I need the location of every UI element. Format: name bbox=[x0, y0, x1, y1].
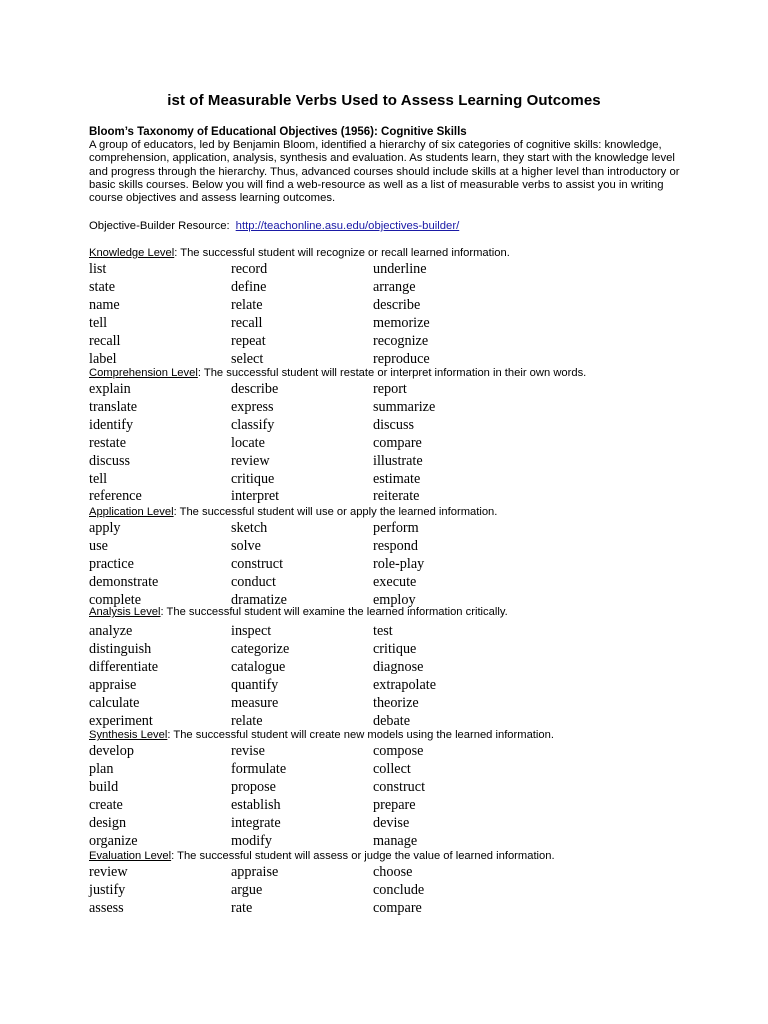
verb-word: use bbox=[89, 537, 108, 554]
verb-word: locate bbox=[231, 434, 265, 451]
verb-word: name bbox=[89, 296, 120, 313]
level-name: Synthesis Level bbox=[89, 729, 168, 741]
verb-word: sketch bbox=[231, 520, 268, 536]
verb-word: catalogue bbox=[231, 658, 286, 675]
verb-word: demonstrate bbox=[89, 573, 159, 590]
verb-row bbox=[0, 882, 768, 900]
verb-word: measure bbox=[231, 694, 279, 711]
verb-word: construct bbox=[231, 555, 284, 572]
verb-row bbox=[0, 351, 768, 369]
level-description-text: : The successful student will restate or interpret information in their own words. bbox=[197, 367, 587, 379]
verb-row bbox=[0, 453, 768, 471]
verb-word: propose bbox=[231, 778, 276, 795]
level-name: Evaluation Level bbox=[89, 850, 172, 862]
level-name: Comprehension Level bbox=[89, 367, 198, 379]
verb-word: construct bbox=[373, 778, 426, 795]
verb-word: categorize bbox=[231, 640, 290, 657]
verb-word: devise bbox=[373, 814, 410, 831]
verb-word: differentiate bbox=[89, 658, 159, 675]
verb-word: classify bbox=[231, 416, 275, 433]
verb-word: practice bbox=[89, 555, 134, 572]
page-title: ist of Measurable Verbs Used to Assess Learning Outcomes bbox=[167, 92, 601, 109]
level-description-text: : The successful student will use or apply the learned information. bbox=[173, 506, 498, 518]
verb-word: restate bbox=[89, 434, 127, 451]
intro-paragraph: A group of educators, led by Benjamin Bloom, identified a hierarchy of six categories of cognitive skills: knowledge, comprehension, application, analysis, synthesis and evaluation. As students learn, they start with the knowledge level and progress through the hierarchy. Thus, advanced courses should include skills at a higher level than introductory or basic skills courses. Below you will find a web-resource as well as a list of measurable verbs to assist you in writing course objectives and assess learning outcomes. bbox=[89, 139, 680, 205]
verb-word: role-play bbox=[373, 555, 425, 572]
verb-word: quantify bbox=[231, 676, 279, 693]
verb-row bbox=[0, 677, 768, 695]
verb-word: reiterate bbox=[373, 488, 420, 505]
verb-word: record bbox=[231, 261, 268, 277]
verb-row bbox=[0, 471, 768, 489]
verb-word: discuss bbox=[89, 452, 130, 469]
verb-row bbox=[0, 556, 768, 574]
verb-row bbox=[0, 779, 768, 797]
verb-word: inspect bbox=[231, 623, 272, 639]
verb-word: apply bbox=[89, 520, 121, 536]
verb-word: respond bbox=[373, 537, 418, 554]
verb-word: arrange bbox=[373, 278, 416, 295]
verb-word: compare bbox=[373, 899, 422, 916]
verb-word: recall bbox=[89, 332, 121, 349]
verb-row bbox=[0, 574, 768, 592]
verb-word: tell bbox=[89, 470, 108, 487]
verb-word: list bbox=[89, 261, 107, 277]
verb-word: analyze bbox=[89, 623, 133, 639]
verb-word: label bbox=[89, 350, 117, 367]
verb-row bbox=[0, 761, 768, 779]
level-description bbox=[89, 850, 555, 862]
verb-word: execute bbox=[373, 573, 417, 590]
verb-word: debate bbox=[373, 712, 411, 729]
verb-word: interpret bbox=[231, 488, 280, 505]
verb-word: reference bbox=[89, 488, 142, 505]
verb-row bbox=[0, 623, 768, 641]
verb-row bbox=[0, 797, 768, 815]
intro-heading: Bloom’s Taxonomy of Educational Objectives (1956): Cognitive Skills bbox=[89, 126, 467, 138]
verb-row bbox=[0, 520, 768, 538]
verb-word: rate bbox=[231, 899, 253, 916]
verb-row bbox=[0, 900, 768, 918]
verb-word: design bbox=[89, 814, 127, 831]
verb-word: relate bbox=[231, 296, 263, 313]
level-name: Analysis Level bbox=[89, 606, 161, 618]
verb-row bbox=[0, 833, 768, 851]
verb-word: employ bbox=[373, 591, 416, 608]
verb-word: state bbox=[89, 278, 115, 295]
verb-word: theorize bbox=[373, 694, 419, 711]
verb-word: justify bbox=[89, 881, 126, 898]
verb-row bbox=[0, 659, 768, 677]
verb-row bbox=[0, 864, 768, 882]
verb-word: formulate bbox=[231, 760, 287, 777]
level-description-text: : The successful student will recognize or recall learned information. bbox=[174, 247, 510, 259]
level-description bbox=[89, 606, 508, 618]
verb-word: appraise bbox=[231, 864, 279, 880]
verb-row bbox=[0, 279, 768, 297]
level-description-text: : The successful student will examine the learned information critically. bbox=[160, 606, 508, 618]
verb-word: integrate bbox=[231, 814, 281, 831]
verb-word: conclude bbox=[373, 881, 425, 898]
verb-row bbox=[0, 538, 768, 556]
verb-word: build bbox=[89, 778, 119, 795]
verb-word: organize bbox=[89, 832, 138, 849]
verb-row bbox=[0, 641, 768, 659]
verb-word: dramatize bbox=[231, 591, 287, 608]
resource-label: Objective-Builder Resource: bbox=[89, 220, 230, 232]
verb-word: argue bbox=[231, 881, 263, 898]
verb-word: tell bbox=[89, 314, 108, 331]
verb-row bbox=[0, 261, 768, 279]
verb-word: select bbox=[231, 350, 264, 367]
verb-word: diagnose bbox=[373, 658, 424, 675]
verb-row bbox=[0, 297, 768, 315]
verb-word: compose bbox=[373, 743, 424, 759]
level-description bbox=[89, 506, 497, 518]
verb-word: define bbox=[231, 278, 267, 295]
level-description bbox=[89, 367, 586, 379]
verb-word: discuss bbox=[373, 416, 414, 433]
verb-row bbox=[0, 713, 768, 731]
verb-word: summarize bbox=[373, 398, 436, 415]
verb-word: recognize bbox=[373, 332, 429, 349]
verb-word: complete bbox=[89, 591, 141, 608]
verb-word: translate bbox=[89, 398, 138, 415]
verb-word: memorize bbox=[373, 314, 430, 331]
verb-row bbox=[0, 435, 768, 453]
verb-word: report bbox=[373, 381, 407, 397]
verb-word: plan bbox=[89, 760, 114, 777]
verb-word: reproduce bbox=[373, 350, 430, 367]
verb-word: develop bbox=[89, 743, 134, 759]
verb-row bbox=[0, 333, 768, 351]
verb-word: test bbox=[373, 623, 393, 639]
verb-word: review bbox=[89, 864, 128, 880]
verb-word: experiment bbox=[89, 712, 153, 729]
verb-word: identify bbox=[89, 416, 134, 433]
verb-word: repeat bbox=[231, 332, 266, 349]
level-description-text: : The successful student will create new models using the learned information. bbox=[167, 729, 554, 741]
resource-link[interactable]: http://teachonline.asu.edu/objectives-builder/ bbox=[235, 220, 460, 232]
verb-word: solve bbox=[231, 537, 261, 554]
verb-word: manage bbox=[373, 832, 418, 849]
verb-word: describe bbox=[373, 296, 421, 313]
verb-word: compare bbox=[373, 434, 422, 451]
level-name: Knowledge Level bbox=[89, 247, 175, 259]
verb-word: revise bbox=[231, 743, 265, 759]
verb-word: express bbox=[231, 398, 274, 415]
verb-row bbox=[0, 381, 768, 399]
verb-word: prepare bbox=[373, 796, 416, 813]
verb-word: assess bbox=[89, 899, 124, 916]
verb-row bbox=[0, 743, 768, 761]
level-description bbox=[89, 729, 554, 741]
verb-word: underline bbox=[373, 261, 427, 277]
level-name: Application Level bbox=[89, 506, 174, 518]
verb-word: relate bbox=[231, 712, 263, 729]
verb-word: create bbox=[89, 796, 123, 813]
verb-word: collect bbox=[373, 760, 411, 777]
verb-word: describe bbox=[231, 381, 279, 397]
verb-word: critique bbox=[373, 640, 417, 657]
verb-word: review bbox=[231, 452, 270, 469]
verb-word: distinguish bbox=[89, 640, 152, 657]
resource-line bbox=[89, 220, 459, 232]
level-description bbox=[89, 247, 510, 259]
verb-word: estimate bbox=[373, 470, 421, 487]
verb-word: establish bbox=[231, 796, 281, 813]
verb-word: calculate bbox=[89, 694, 140, 711]
verb-row bbox=[0, 417, 768, 435]
verb-row bbox=[0, 488, 768, 506]
level-description-text: : The successful student will assess or judge the value of learned information. bbox=[171, 850, 555, 862]
verb-word: appraise bbox=[89, 676, 137, 693]
verb-word: modify bbox=[231, 832, 272, 849]
verb-word: conduct bbox=[231, 573, 276, 590]
verb-row bbox=[0, 695, 768, 713]
verb-row bbox=[0, 815, 768, 833]
verb-row bbox=[0, 315, 768, 333]
verb-word: critique bbox=[231, 470, 275, 487]
verb-word: extrapolate bbox=[373, 676, 437, 693]
verb-word: recall bbox=[231, 314, 263, 331]
verb-row bbox=[0, 399, 768, 417]
verb-word: illustrate bbox=[373, 452, 423, 469]
verb-word: perform bbox=[373, 520, 419, 536]
verb-word: explain bbox=[89, 381, 131, 397]
verb-word: choose bbox=[373, 864, 413, 880]
